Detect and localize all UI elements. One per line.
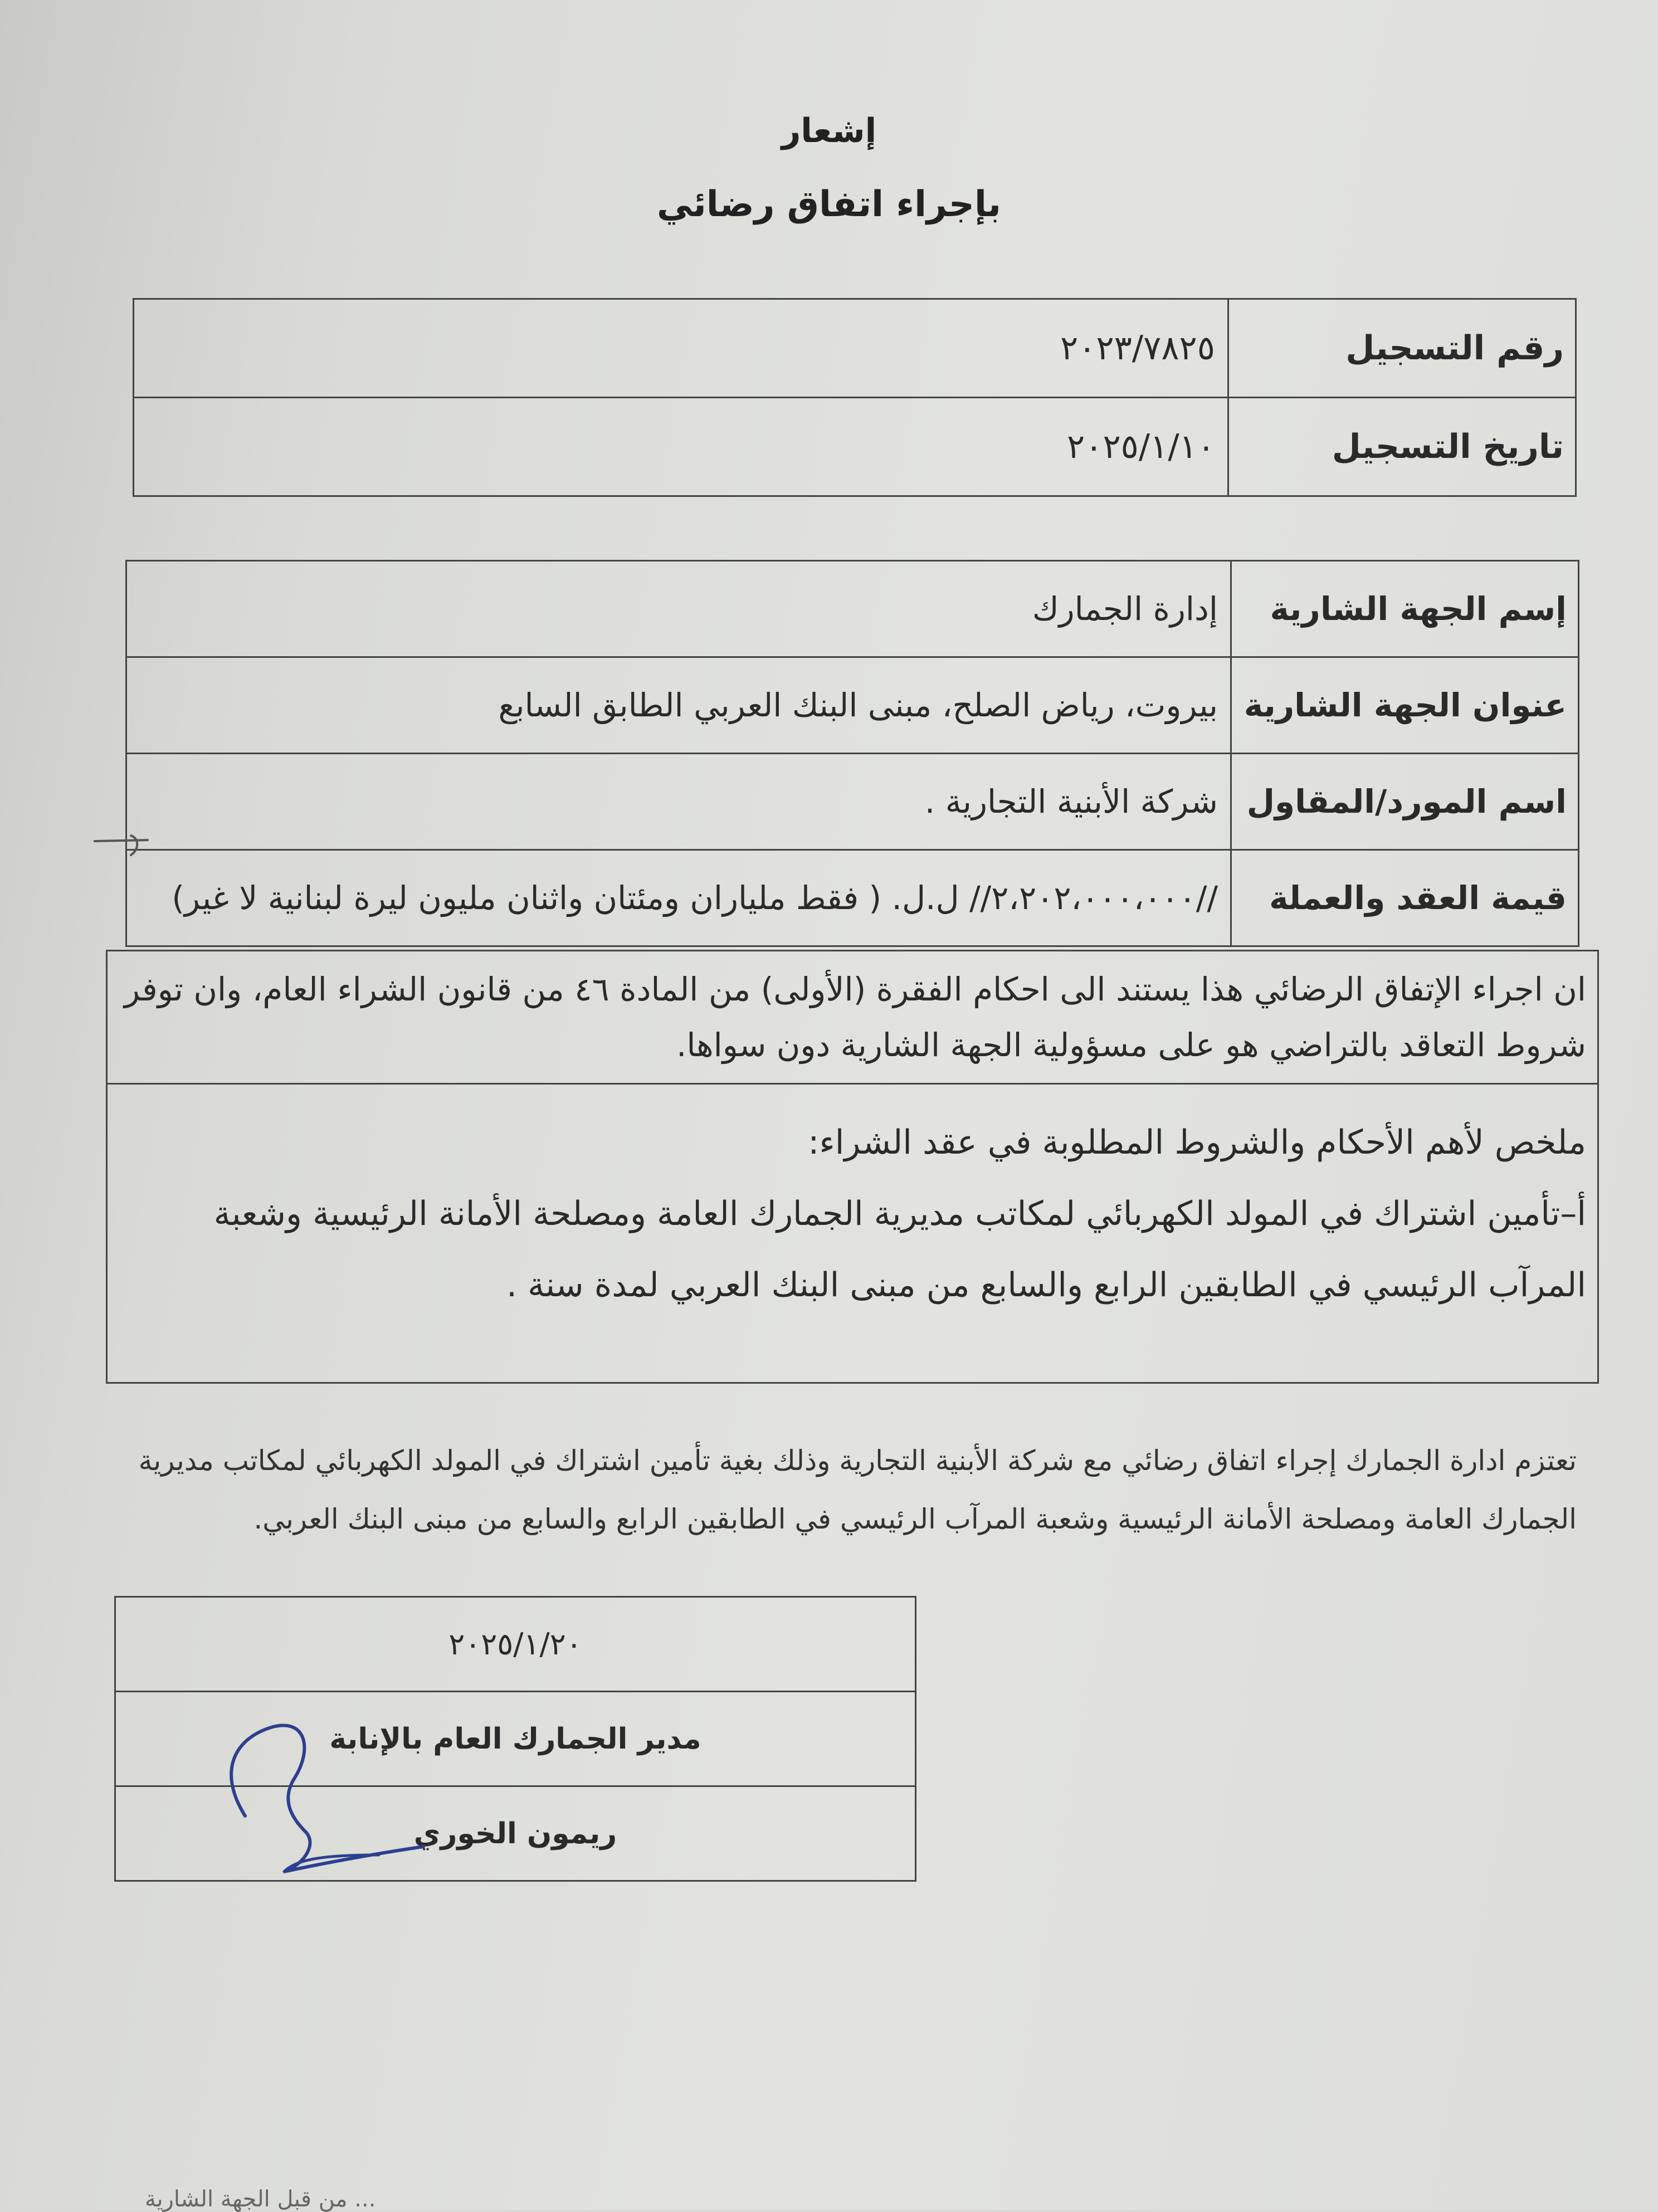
registration-table: [133, 298, 1577, 497]
intent-note: تعتزم ادارة الجمارك إجراء اتفاق رضائي مع شركة الأبنية التجارية وذلك بغية تأمين اشتراك في المولد الكهربائي لمكاتب مديرية الجمارك العامة ومصلحة الأمانة الرئيسية وشعبة المرآب الرئيسي في الطابقين الرابع والسابع من مبنى البنك العربي.: [138, 1444, 1577, 1535]
margin-pen-mark-icon: [92, 824, 153, 875]
buyer-address-value: بيروت، رياض الصلح، مبنى البنك العربي الطابق السابع: [126, 657, 1231, 754]
summary-heading: ملخص لأهم الأحكام والشروط المطلوبة في عقد الشراء:: [808, 1123, 1586, 1162]
table-row: [126, 850, 1579, 946]
table-row: [126, 754, 1579, 850]
signature-date: ٢٠٢٥/١/٢٠: [115, 1597, 916, 1692]
document-title: إشعار: [781, 111, 877, 150]
footer-text: ... من قبل الجهة الشارية: [145, 2186, 376, 2212]
summary-cell: [107, 1084, 1598, 1383]
contract-details-table: [125, 560, 1579, 947]
table-row: [107, 951, 1598, 1084]
supplier-name-value: شركة الأبنية التجارية .: [126, 754, 1231, 850]
table-row: [115, 1597, 916, 1692]
signatory-name: ريمون الخوري: [115, 1786, 916, 1881]
table-row: [126, 657, 1579, 754]
contract-value-label: قيمة العقد والعملة: [1231, 850, 1579, 946]
terms-table: [106, 950, 1599, 1384]
contract-value-value: //٢،٢٠٢،٠٠٠،٠٠٠// ل.ل. ( فقط ملياران ومئتان واثنان مليون ليرة لبنانية لا غير): [126, 850, 1231, 946]
table-row: [134, 299, 1576, 398]
summary-item: أ–تأمين اشتراك في المولد الكهربائي لمكاتب مديرية الجمارك العامة ومصلحة الأمانة الرئيسية وشعبة المرآب الرئيسي في الطابقين الرابع والسابع من مبنى البنك العربي لمدة سنة .: [213, 1194, 1586, 1305]
registration-number-value: ٢٠٢٣/٧٨٢٥: [134, 299, 1228, 398]
buyer-name-value: إدارة الجمارك: [126, 561, 1231, 657]
table-row: [107, 1084, 1598, 1383]
document-subtitle: بإجراء اتفاق رضائي: [657, 184, 1001, 225]
table-row: [134, 398, 1576, 496]
legal-basis-paragraph: ان اجراء الإتفاق الرضائي هذا يستند الى احكام الفقرة (الأولى) من المادة ٤٦ من قانون الشراء العام، وان توفر شروط التعاقد بالتراضي هو على مسؤولية الجهة الشارية دون سواها.: [107, 951, 1598, 1084]
registration-date-value: ٢٠٢٥/١/١٠: [134, 398, 1228, 496]
buyer-address-label: عنوان الجهة الشارية: [1231, 657, 1579, 754]
buyer-name-label: إسم الجهة الشارية: [1231, 561, 1579, 657]
table-row: [126, 561, 1579, 657]
registration-number-label: رقم التسجيل: [1228, 299, 1576, 398]
registration-date-label: تاريخ التسجيل: [1228, 398, 1576, 496]
supplier-name-label: اسم المورد/المقاول: [1231, 754, 1579, 850]
signatory-position: مدير الجمارك العام بالإنابة: [115, 1692, 916, 1786]
handwritten-signature-icon: [212, 1705, 446, 1883]
